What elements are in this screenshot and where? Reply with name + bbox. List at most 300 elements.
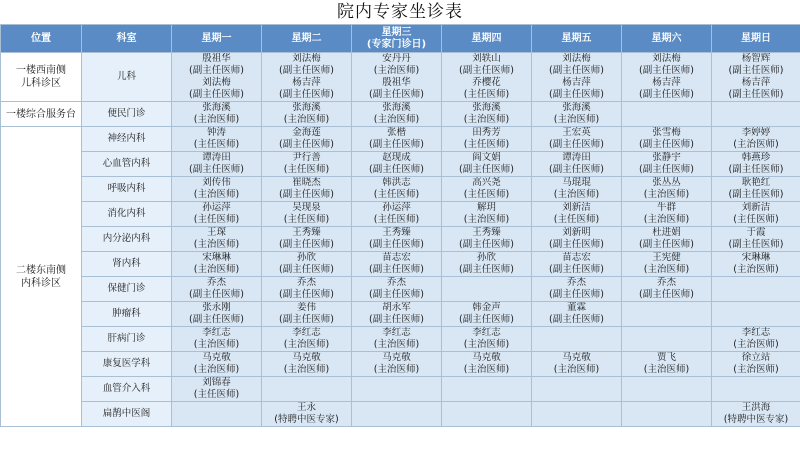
doctor-cell [172,352,262,377]
cell-text-line: 一楼西南侧 [16,65,66,76]
cell-text-line: 韩金声 [472,302,501,313]
cell-text-line: (主任医师) [373,189,420,200]
cell-text-line: 乔杰 [656,277,676,288]
doctor-cell [262,327,352,352]
doctor-cell [712,277,800,302]
doctor-cell [172,277,262,302]
doctor-cell [622,377,712,402]
cell-text-line: (主治医师) [643,264,690,275]
cell-text-line: (主治医师) [373,65,420,76]
cell-text-line: (主治医师) [463,339,510,350]
doctor-cell [712,127,800,152]
cell-text-line: 安丹丹 [382,53,411,64]
cell-text-line: 孙欣 [296,252,316,263]
doctor-cell [172,102,262,127]
cell-text-line: (副主任医师) [549,139,604,150]
doctor-cell [712,202,800,227]
doctor-cell [532,152,622,177]
cell-text-line: 内科诊区 [21,277,61,289]
cell-text-line: 韩燕珍 [741,152,771,163]
cell-text-line: 科室 [116,32,137,44]
department-cell [82,402,172,427]
cell-text-line: 杨吉萍 [741,77,771,88]
doctor-cell [352,127,442,152]
cell-text-line: 李红志 [382,327,411,338]
cell-text-line: (主治医师) [463,214,510,225]
cell-text-line: 苗志宏 [382,252,411,263]
doctor-cell [532,402,622,427]
cell-text-line: (副主任医师) [459,65,514,76]
doctor-cell [532,227,622,252]
cell-text-line: (副主任医师) [189,289,244,300]
doctor-cell [622,177,712,202]
cell-text-line: 宋琳琳 [202,252,231,263]
table-row [1,127,800,152]
cell-text-line: (副主任医师) [369,89,424,100]
department-cell [82,202,172,227]
doctor-cell [262,177,352,202]
table-row [1,202,800,227]
department-cell [82,252,172,277]
doctor-cell [352,402,442,427]
cell-text-line: 肾内科 [112,258,141,269]
doctor-cell [712,327,800,352]
doctor-cell [172,252,262,277]
column-header [622,25,712,53]
cell-text-line: (主治医师) [283,114,330,125]
cell-text-line: (主治医师) [283,339,330,350]
cell-text-line: 刘法梅 [292,53,321,64]
doctor-cell [622,252,712,277]
doctor-cell [352,277,442,302]
cell-text-line: 殷祖华 [202,53,231,64]
doctor-cell [442,327,532,352]
doctor-cell [622,352,712,377]
cell-text-line: (主任医师) [463,189,510,200]
cell-text-line: 肿瘤科 [112,308,141,319]
doctor-cell [532,102,622,127]
doctor-cell [442,177,532,202]
department-cell [82,177,172,202]
cell-text-line: (主治医师) [733,264,779,275]
doctor-cell [622,202,712,227]
cell-text-line: 高兴尧 [472,177,501,188]
cell-text-line: 宋琳琳 [741,252,771,263]
doctor-cell [262,53,352,102]
doctor-cell [172,127,262,152]
cell-text-line: 孙欣 [476,252,496,263]
doctor-cell [172,202,262,227]
cell-text-line: (副主任医师) [459,239,514,250]
cell-text-line: 扁鹊中医阁 [102,408,151,419]
doctor-cell [712,377,800,402]
cell-text-line: (主治医师) [553,114,600,125]
doctor-cell [352,53,442,102]
schedule-table [0,24,800,427]
cell-text-line: 阎文娟 [472,152,501,163]
column-header [532,25,622,53]
doctor-cell [262,302,352,327]
doctor-cell [262,202,352,227]
doctor-cell [712,53,800,102]
cell-text-line: 赵现成 [382,152,411,163]
cell-text-line: 乔杰 [296,277,316,288]
doctor-cell [262,152,352,177]
cell-text-line: 于霞 [746,227,766,238]
cell-text-line: 星期三 [381,26,412,38]
doctor-cell [622,152,712,177]
table-row [1,327,800,352]
cell-text-line: 保健门诊 [107,283,146,294]
cell-text-line: (主治医师) [643,364,690,375]
cell-text-line: (副主任医师) [549,264,604,275]
cell-text-line: (主治医师) [643,189,690,200]
cell-text-line: 内分泌内科 [102,233,151,244]
cell-text-line: (主治医师) [733,339,779,350]
doctor-cell [172,53,262,102]
cell-text-line: 星期二 [291,32,322,44]
table-row [1,402,800,427]
cell-text-line: 杨吉萍 [562,77,591,88]
doctor-cell [712,177,800,202]
cell-text-line: 刘锦春 [202,377,231,388]
cell-text-line: (主治医师) [373,364,420,375]
cell-text-line: 乔杰 [566,277,586,288]
cell-text-line: (副主任医师) [459,314,514,325]
cell-text-line: 血管介入科 [102,383,151,394]
cell-text-line: 马克敬 [382,352,411,363]
location-cell [1,102,82,127]
department-cell [82,352,172,377]
doctor-cell [442,302,532,327]
cell-text-line: 心血管内科 [102,158,151,169]
doctor-cell [442,377,532,402]
cell-text-line: (主任医师) [463,89,510,100]
cell-text-line: (副主任医师) [728,65,784,76]
cell-text-line: 刘法梅 [202,77,231,88]
doctor-cell [442,352,532,377]
cell-text-line: (副主任医师) [728,89,784,100]
cell-text-line: (主治医师) [193,364,240,375]
cell-text-line: 刘新洁 [741,202,771,213]
cell-text-line: 吴现泉 [292,202,321,213]
cell-text-line: 张静宇 [652,152,681,163]
cell-text-line: (主任医师) [733,214,779,225]
cell-text-line: 王秀臻 [292,227,321,238]
cell-text-line: (副主任医师) [639,139,694,150]
cell-text-line: (主任医师) [373,214,420,225]
doctor-cell [712,402,800,427]
cell-text-line: 董霖 [566,302,586,313]
cell-text-line: 星期五 [561,32,592,44]
cell-text-line: 尹行善 [292,152,321,163]
table-row [1,53,800,102]
cell-text-line: (副主任医师) [549,239,604,250]
cell-text-line: (副主任医师) [279,239,334,250]
cell-text-line: 李红志 [202,327,231,338]
cell-text-line: 刘轶山 [472,53,501,64]
cell-text-line: 李红志 [472,327,501,338]
cell-text-line: 神经内科 [107,133,146,144]
cell-text-line: 乔樱花 [472,77,501,88]
doctor-cell [442,277,532,302]
cell-text-line: (副主任医师) [459,164,514,175]
cell-text-line: 牛群 [656,202,676,213]
doctor-cell [622,277,712,302]
cell-text-line: (主治医师) [553,364,600,375]
department-cell [82,327,172,352]
doctor-cell [442,53,532,102]
cell-text-line: (主任医师) [193,214,240,225]
doctor-cell [712,252,800,277]
cell-text-line: (主治医师) [193,239,240,250]
cell-text-line: 星期四 [471,32,502,44]
cell-text-line: (主治医师) [193,264,240,275]
cell-text-line: 张海溪 [382,102,411,113]
cell-text-line: 张海溪 [202,102,231,113]
cell-text-line: 杜进娟 [652,227,681,238]
cell-text-line: 解玥 [476,202,496,213]
cell-text-line: (主任医师) [553,214,600,225]
cell-text-line: (主治医师) [193,339,240,350]
table-row [1,252,800,277]
cell-text-line: 谭涛田 [202,152,231,163]
location-cell [1,127,82,427]
doctor-cell [352,202,442,227]
cell-text-line: 孙运萍 [382,202,411,213]
cell-text-line: 乔杰 [386,277,406,288]
cell-text-line: (副主任医师) [279,139,334,150]
doctor-cell [532,327,622,352]
doctor-cell [352,152,442,177]
cell-text-line: 王秀臻 [472,227,501,238]
cell-text-line: 殷祖华 [382,77,411,88]
cell-text-line: 马克敬 [292,352,321,363]
department-cell [82,227,172,252]
cell-text-line: (副主任医师) [279,89,334,100]
cell-text-line: (副主任医师) [639,239,694,250]
cell-text-line: (副主任医师) [549,289,604,300]
doctor-cell [262,102,352,127]
cell-text-line: (主治医师) [733,364,779,375]
cell-text-line: 刘法梅 [562,53,591,64]
cell-text-line: (主任医师) [283,164,330,175]
cell-text-line: 耿艳红 [741,177,771,188]
doctor-cell [172,327,262,352]
column-header [82,25,172,53]
doctor-cell [532,377,622,402]
doctor-cell [352,377,442,402]
cell-text-line: (副主任医师) [549,314,604,325]
cell-text-line: 胡永军 [382,302,411,313]
doctor-cell [532,252,622,277]
cell-text-line: 王洪海 [741,402,771,413]
cell-text-line: (副主任医师) [189,314,244,325]
cell-text-line: 星期日 [741,32,771,44]
doctor-cell [532,352,622,377]
cell-text-line: (副主任医师) [369,289,424,300]
cell-text-line: (副主任医师) [369,239,424,250]
cell-text-line: (副主任医师) [639,164,694,175]
cell-text-line: 张楷 [386,127,406,138]
cell-text-line: (副主任医师) [639,289,694,300]
cell-text-line: 马琨琨 [562,177,591,188]
cell-text-line: (副主任医师) [728,239,784,250]
cell-text-line: (副主任医师) [728,164,784,175]
cell-text-line: (副主任医师) [189,65,244,76]
doctor-cell [262,127,352,152]
cell-text-line: 杨吉萍 [292,77,321,88]
doctor-cell [352,227,442,252]
doctor-cell [622,102,712,127]
doctor-cell [712,302,800,327]
cell-text-line: 徐立站 [741,352,771,363]
cell-text-line: 便民门诊 [107,108,146,119]
department-cell [82,277,172,302]
cell-text-line: (主治医师) [283,364,330,375]
cell-text-line: 钟涛 [206,127,226,138]
cell-text-line: 田秀芳 [472,127,501,138]
cell-text-line: 张海溪 [292,102,321,113]
cell-text-line: (专家门诊日) [366,38,427,50]
doctor-cell [532,127,622,152]
table-row [1,102,800,127]
cell-text-line: 刘新明 [562,227,591,238]
doctor-cell [352,302,442,327]
doctor-cell [172,177,262,202]
table-row [1,152,800,177]
cell-text-line: (副主任医师) [279,65,334,76]
cell-text-line: (副主任医师) [549,65,604,76]
doctor-cell [442,227,532,252]
location-cell [1,53,82,102]
cell-text-line: 韩洪志 [382,177,411,188]
doctor-cell [442,402,532,427]
cell-text-line: (主治医师) [643,214,690,225]
cell-text-line: 李红志 [292,327,321,338]
doctor-cell [262,252,352,277]
cell-text-line: 儿科诊区 [21,78,61,89]
doctor-cell [262,377,352,402]
department-cell [82,102,172,127]
doctor-cell [352,177,442,202]
doctor-cell [352,327,442,352]
cell-text-line: 张永刚 [202,302,231,313]
cell-text-line: (副主任医师) [369,264,424,275]
cell-text-line: (特聘中医专家) [723,414,789,425]
table-row [1,352,800,377]
doctor-cell [532,202,622,227]
doctor-cell [262,277,352,302]
cell-text-line: 孙运萍 [202,202,231,213]
cell-text-line: (主治医师) [553,189,600,200]
cell-text-line: 肝病门诊 [107,333,146,344]
doctor-cell [262,352,352,377]
cell-text-line: (副主任医师) [639,89,694,100]
cell-text-line: 王永 [296,402,316,413]
doctor-cell [172,227,262,252]
cell-text-line: 儿科 [116,71,136,82]
table-row [1,227,800,252]
doctor-cell [172,402,262,427]
cell-text-line: 刘新洁 [562,202,591,213]
cell-text-line: 马克敬 [472,352,501,363]
cell-text-line: (副主任医师) [279,264,334,275]
table-row [1,377,800,402]
doctor-cell [262,227,352,252]
doctor-cell [442,202,532,227]
cell-text-line: (主治医师) [463,114,510,125]
cell-text-line: 谭涛田 [562,152,591,163]
doctor-cell [622,302,712,327]
column-header [1,25,82,53]
cell-text-line: 李婷婷 [741,127,771,138]
doctor-cell [352,252,442,277]
cell-text-line: (副主任医师) [279,289,334,300]
column-header [352,25,442,53]
cell-text-line: 张雪梅 [652,127,681,138]
doctor-cell [442,127,532,152]
cell-text-line: 刘传伟 [202,177,231,188]
doctor-cell [532,53,622,102]
doctor-cell [532,177,622,202]
cell-text-line: (副主任医师) [549,89,604,100]
doctor-cell [712,352,800,377]
cell-text-line: 金海莲 [292,127,321,138]
doctor-cell [622,327,712,352]
cell-text-line: 姜伟 [296,302,316,313]
cell-text-line: (主治医师) [193,189,240,200]
cell-text-line: 杨智辉 [741,53,771,64]
cell-text-line: 李红志 [741,327,771,338]
cell-text-line: (主任医师) [193,139,240,150]
doctor-cell [442,102,532,127]
department-cell [82,127,172,152]
cell-text-line: (副主任医师) [639,65,694,76]
table-row [1,277,800,302]
cell-text-line: 乔杰 [206,277,226,288]
cell-text-line: 一楼综合服务台 [6,108,76,120]
cell-text-line: (特聘中医专家) [274,414,339,425]
cell-text-line: (副主任医师) [728,189,784,200]
cell-text-line: 王宏英 [562,127,591,138]
doctor-cell [622,127,712,152]
cell-text-line: 马克敬 [202,352,231,363]
doctor-cell [532,277,622,302]
cell-text-line: (主治医师) [193,114,240,125]
page-title: 院内专家坐诊表 [337,2,463,22]
department-cell [82,53,172,102]
cell-text-line: 张海溪 [562,102,591,113]
table-row [1,302,800,327]
doctor-cell [442,252,532,277]
cell-text-line: (副主任医师) [279,189,334,200]
doctor-cell [712,102,800,127]
column-header [442,25,532,53]
doctor-cell [622,227,712,252]
cell-text-line: 王琛 [206,227,226,238]
doctor-cell [172,302,262,327]
cell-text-line: 王宪健 [652,252,681,263]
cell-text-line: 马克敬 [562,352,591,363]
cell-text-line: (主治医师) [373,114,420,125]
cell-text-line: (副主任医师) [369,164,424,175]
doctor-cell [172,152,262,177]
doctor-cell [172,377,262,402]
cell-text-line: 崔晓杰 [292,177,321,188]
cell-text-line: 呼吸内科 [107,183,146,194]
cell-text-line: (主任医师) [463,139,510,150]
